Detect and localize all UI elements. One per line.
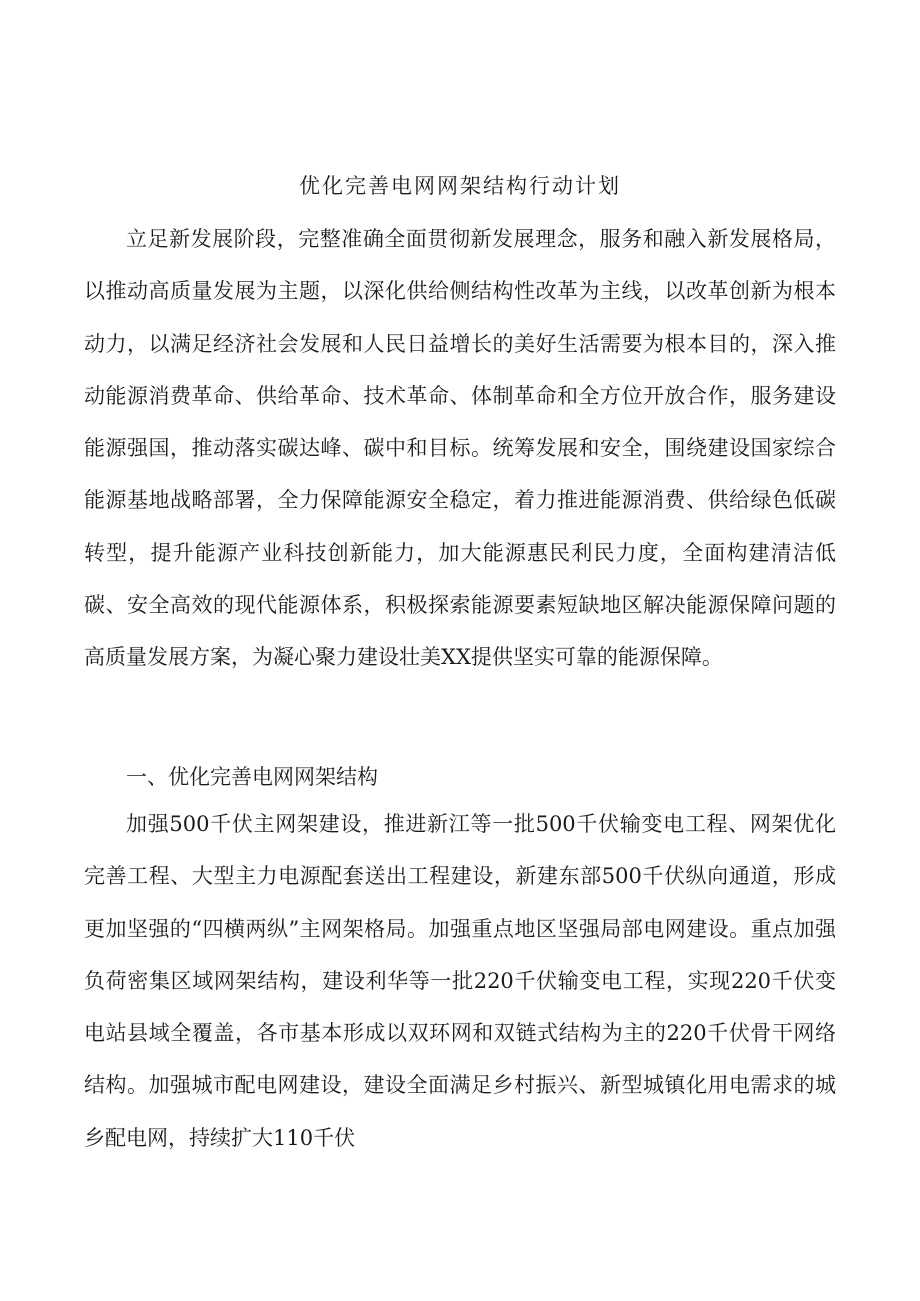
section-heading: 一、优化完善电网网架结构 [126,765,378,789]
intro-paragraph: 立足新发展阶段，完整准确全面贯彻新发展理念，服务和融入新发展格局，以推动高质量发展为主题，以深化供给侧结构性改革为主线，以改革创新为根本动力，以满足经济社会发展和人民日益增长的美好生活需要为根本目的，深入推动能源消费革命、供给革命、技术革命、体制革命和全方位开放合作，服务建设能源强国，推动落实碳达峰、碳中和目标。统筹发展和安全，围绕建设国家综合能源基地战略部署，全力保障能源安全稳定，着力推进能源消费、供给绿色低碳转型，提升能源产业科技创新能力，加大能源惠民利民力度，全面构建清洁低碳、安全高效的现代能源体系，积极探索能源要素短缺地区解决能源保障问题的高质量发展方案，为凝心聚力建设壮美XX提供坚实可靠的能源保障。 [84,227,836,670]
section-paragraph: 加强500千伏主网架建设，推进新江等一批500千伏输变电工程、网架优化完善工程、大型主力电源配套送出工程建设，新建东部500千伏纵向通道，形成更加坚强的“四横两纵”主网架格局。加强重点地区坚强局部电网建设。重点加强负荷密集区域网架结构，建设利华等一批220千伏输变电工程，实现220千伏变电站县域全覆盖，各市基本形成以双环网和双链式结构为主的220千伏骨干网络结构。加强城市配电网建设，建设全面满足乡村振兴、新型城镇化用电需求的城乡配电网，持续扩大110千伏 [84,812,836,1150]
document-title: 优化完善电网网架结构行动计划 [299,174,621,198]
